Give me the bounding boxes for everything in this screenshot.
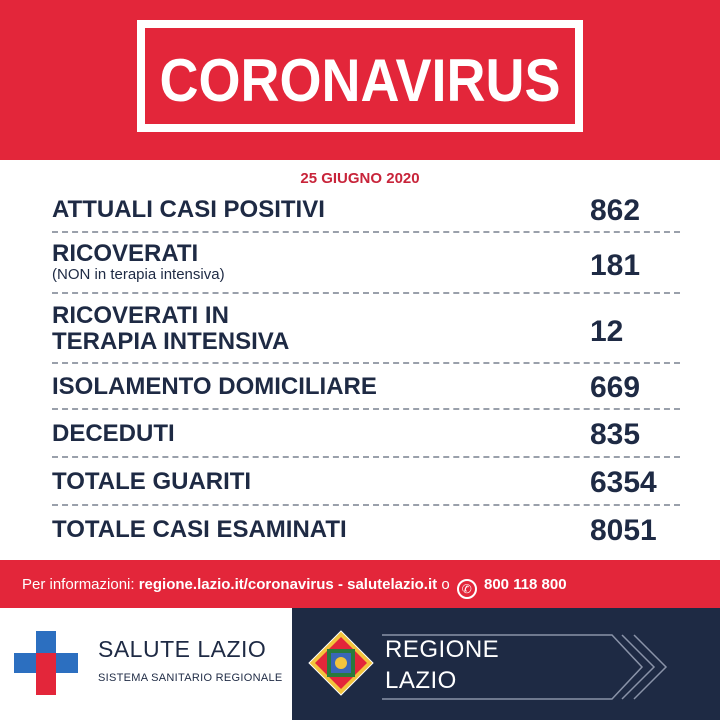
title-frame xyxy=(137,20,583,132)
stat-label-line1: RICOVERATI IN xyxy=(52,302,229,329)
phone-number-link[interactable]: 800 118 800 xyxy=(484,576,567,593)
stat-label: TOTALE CASI ESAMINATI xyxy=(52,516,347,543)
stat-value: 6354 xyxy=(590,466,657,499)
stats-table xyxy=(52,188,680,554)
stat-label: DECEDUTI xyxy=(52,420,175,447)
stat-row-tested xyxy=(52,506,680,554)
salute-lazio-title: SALUTE LAZIO xyxy=(98,636,267,662)
stat-row-deaths xyxy=(52,410,680,458)
stat-sublabel: (NON in terapia intensiva) xyxy=(52,266,225,283)
salute-lazio-subtitle: SISTEMA SANITARIO REGIONALE xyxy=(98,672,283,684)
info-prefix: Per informazioni: xyxy=(22,576,135,593)
stat-value: 181 xyxy=(590,249,641,282)
salute-lazio-logo-block xyxy=(0,608,292,720)
header-banner xyxy=(0,0,720,160)
info-separator: - xyxy=(337,576,343,593)
stat-label: ISOLAMENTO DOMICILIARE xyxy=(52,373,377,400)
stat-row-recovered xyxy=(52,458,680,506)
regione-lazio-logo-block xyxy=(292,608,720,720)
link-regione-coronavirus[interactable]: regione.lazio.it/coronavirus xyxy=(138,576,334,593)
stat-value: 835 xyxy=(590,418,641,451)
stat-value: 8051 xyxy=(590,514,657,547)
stat-label: TOTALE GUARITI xyxy=(52,468,252,495)
report-date: 25 GIUGNO 2020 xyxy=(300,170,420,187)
stat-label: RICOVERATI xyxy=(52,240,199,267)
health-cross-logo xyxy=(14,631,78,695)
stat-value: 862 xyxy=(590,194,641,227)
regione-lazio-line2: LAZIO xyxy=(385,667,457,694)
stat-value: 669 xyxy=(590,371,641,404)
regione-lazio-line1: REGIONE xyxy=(385,636,500,663)
stat-row-active-cases xyxy=(52,188,680,233)
phone-icon: ✆ xyxy=(457,579,477,599)
info-or: o xyxy=(441,576,450,593)
stat-label: ATTUALI CASI POSITIVI xyxy=(52,196,325,223)
stat-row-hospitalized xyxy=(52,233,680,294)
page-title: CORONAVIRUS xyxy=(159,47,561,115)
info-bar xyxy=(0,560,720,608)
stat-row-intensive-care xyxy=(52,294,680,364)
stat-label-line2: TERAPIA INTENSIVA xyxy=(52,328,290,355)
link-salutelazio[interactable]: salutelazio.it xyxy=(347,576,438,593)
stat-row-home-isolation xyxy=(52,364,680,410)
regione-lazio-emblem xyxy=(307,629,375,697)
stat-value: 12 xyxy=(590,315,624,348)
